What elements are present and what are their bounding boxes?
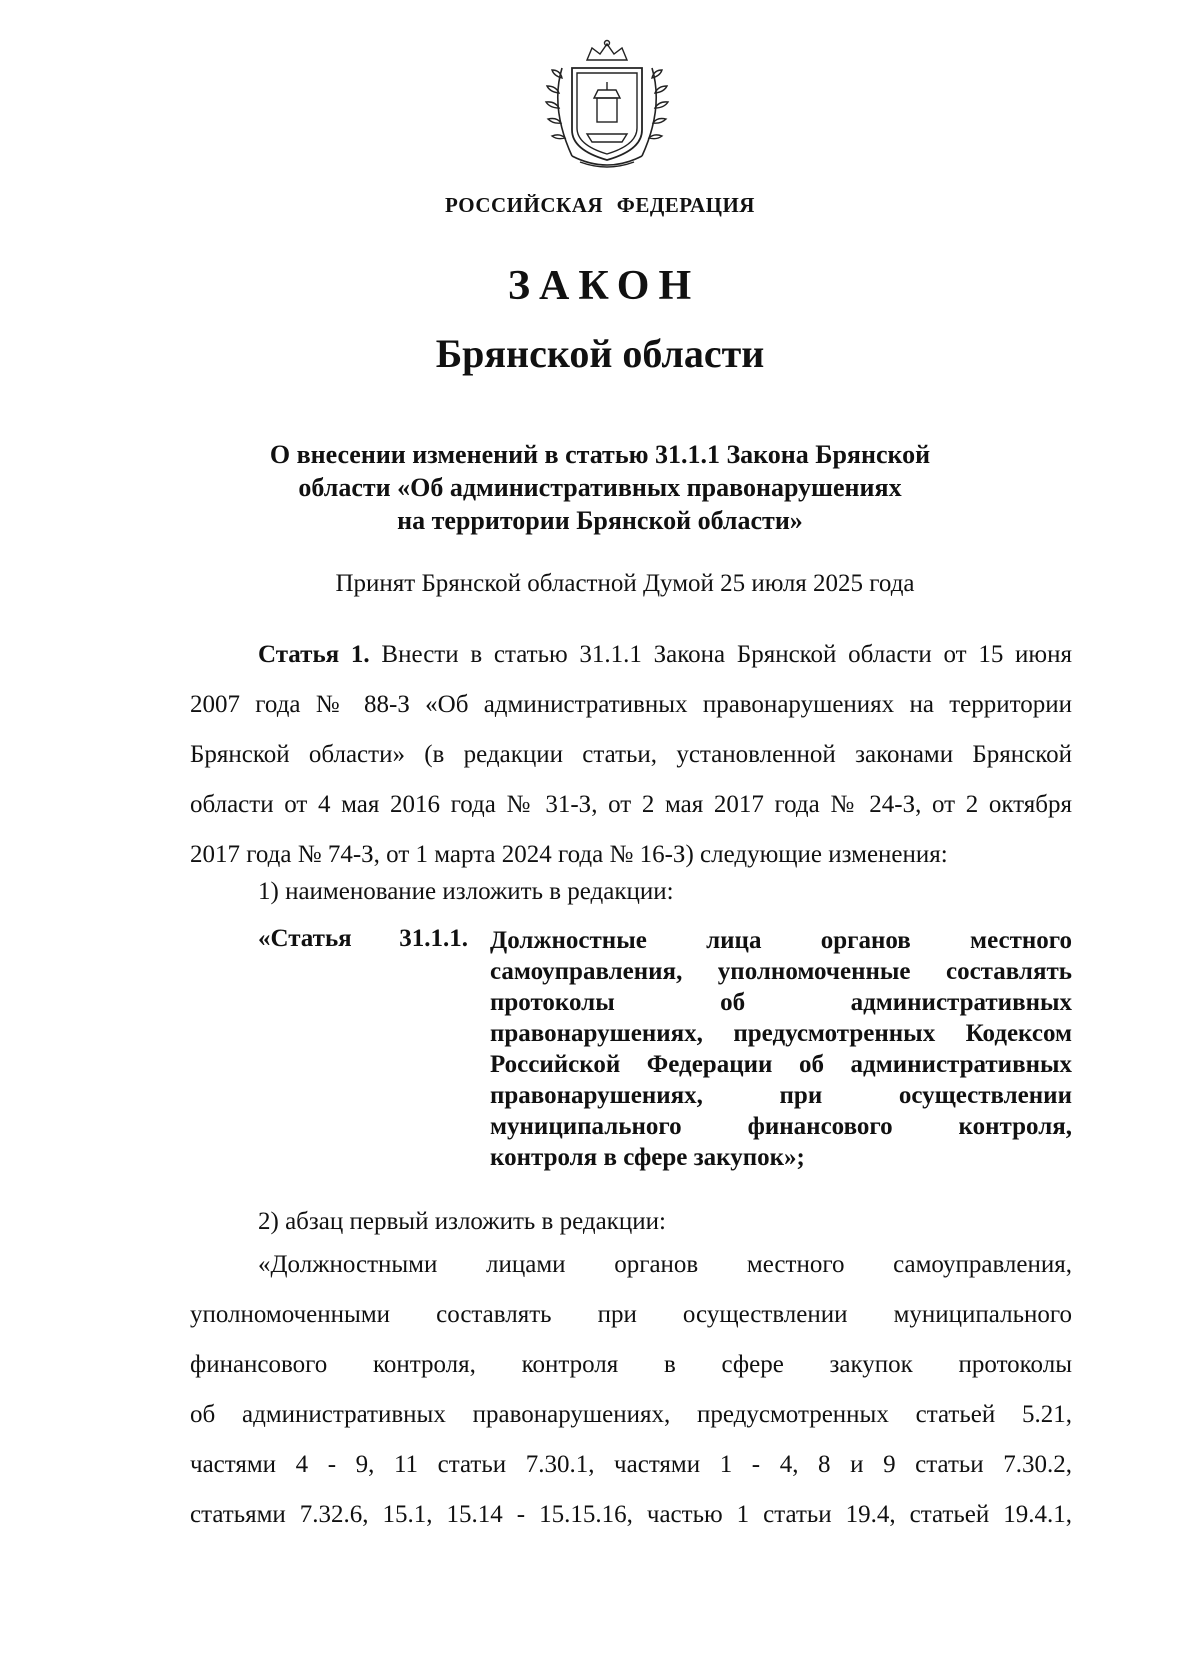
title-line: контроля в сфере закупок»; (490, 1144, 805, 1171)
title-line: протоколы об административных (490, 989, 1072, 1016)
article-1-paragraph (190, 630, 1072, 880)
paragraph-line: финансового контроля, контроля в сфере закупок протоколы (190, 1351, 1072, 1378)
paragraph-line: «Должностными лицами органов местного самоуправления, (258, 1251, 1072, 1278)
title-line: муниципального финансового контроля, (490, 1113, 1072, 1140)
title-line: правонарушениях, предусмотренных Кодексом (490, 1020, 1072, 1047)
law-subject-title (0, 438, 1200, 537)
paragraph-line-text: Внести в статью 31.1.1 Закона Брянской области от 15 июня (369, 641, 1072, 668)
paragraph-line: 2007 года № 88-З «Об административных правонарушениях на территории (190, 691, 1072, 718)
subject-line: О внесении изменений в статью 31.1.1 Закона Брянской (269, 440, 931, 469)
paragraph-line: 2017 года № 74-З, от 1 марта 2024 года № 16-З) следующие изменения: (190, 841, 948, 868)
adoption-note: Принят Брянской областной Думой 25 июля 2025 года (335, 570, 915, 597)
amendment-item-2: 2) абзац первый изложить в редакции: (258, 1208, 666, 1235)
title-line: Российской Федерации об административных (490, 1051, 1072, 1078)
subject-line: на территории Брянской области» (397, 506, 803, 535)
new-article-label-word: «Статья (258, 925, 352, 952)
coat-of-arms-icon (532, 38, 682, 176)
paragraph-line: статьями 7.32.6, 15.1, 15.14 - 15.15.16, частью 1 статьи 19.4, статьей 19.4.1, (190, 1501, 1072, 1528)
article-1-label: Статья 1. (258, 641, 370, 668)
document-type-heading: ЗАКОН (507, 263, 701, 309)
paragraph-line (190, 630, 1072, 680)
amendment-item-1: 1) наименование изложить в редакции: (258, 878, 674, 905)
country-heading: РОССИЙСКАЯ ФЕДЕРАЦИЯ (445, 193, 755, 217)
title-line: правонарушениях, при осуществлении (490, 1082, 1072, 1109)
paragraph-line: Брянской области» (в редакции статьи, установленной законами Брянской (190, 741, 1072, 768)
new-article-title-text (490, 925, 1072, 1173)
new-article-label-number: 31.1.1. (399, 925, 468, 952)
quoted-paragraph (190, 1240, 1072, 1540)
paragraph-line: области от 4 мая 2016 года № 31-З, от 2 мая 2017 года № 24-З, от 2 октября (190, 791, 1072, 818)
paragraph-line: уполномоченными составлять при осуществлении муниципального (190, 1301, 1072, 1328)
region-heading: Брянской области (435, 331, 765, 376)
title-line: самоуправления, уполномоченные составлять (490, 958, 1072, 985)
subject-line: области «Об административных правонарушениях (298, 473, 902, 502)
new-article-label (258, 925, 468, 953)
paragraph-line: об административных правонарушениях, предусмотренных статьей 5.21, (190, 1401, 1072, 1428)
title-line: Должностные лица органов местного (490, 927, 1072, 954)
paragraph-line: частями 4 - 9, 11 статьи 7.30.1, частями 1 - 4, 8 и 9 статьи 7.30.2, (190, 1451, 1072, 1478)
